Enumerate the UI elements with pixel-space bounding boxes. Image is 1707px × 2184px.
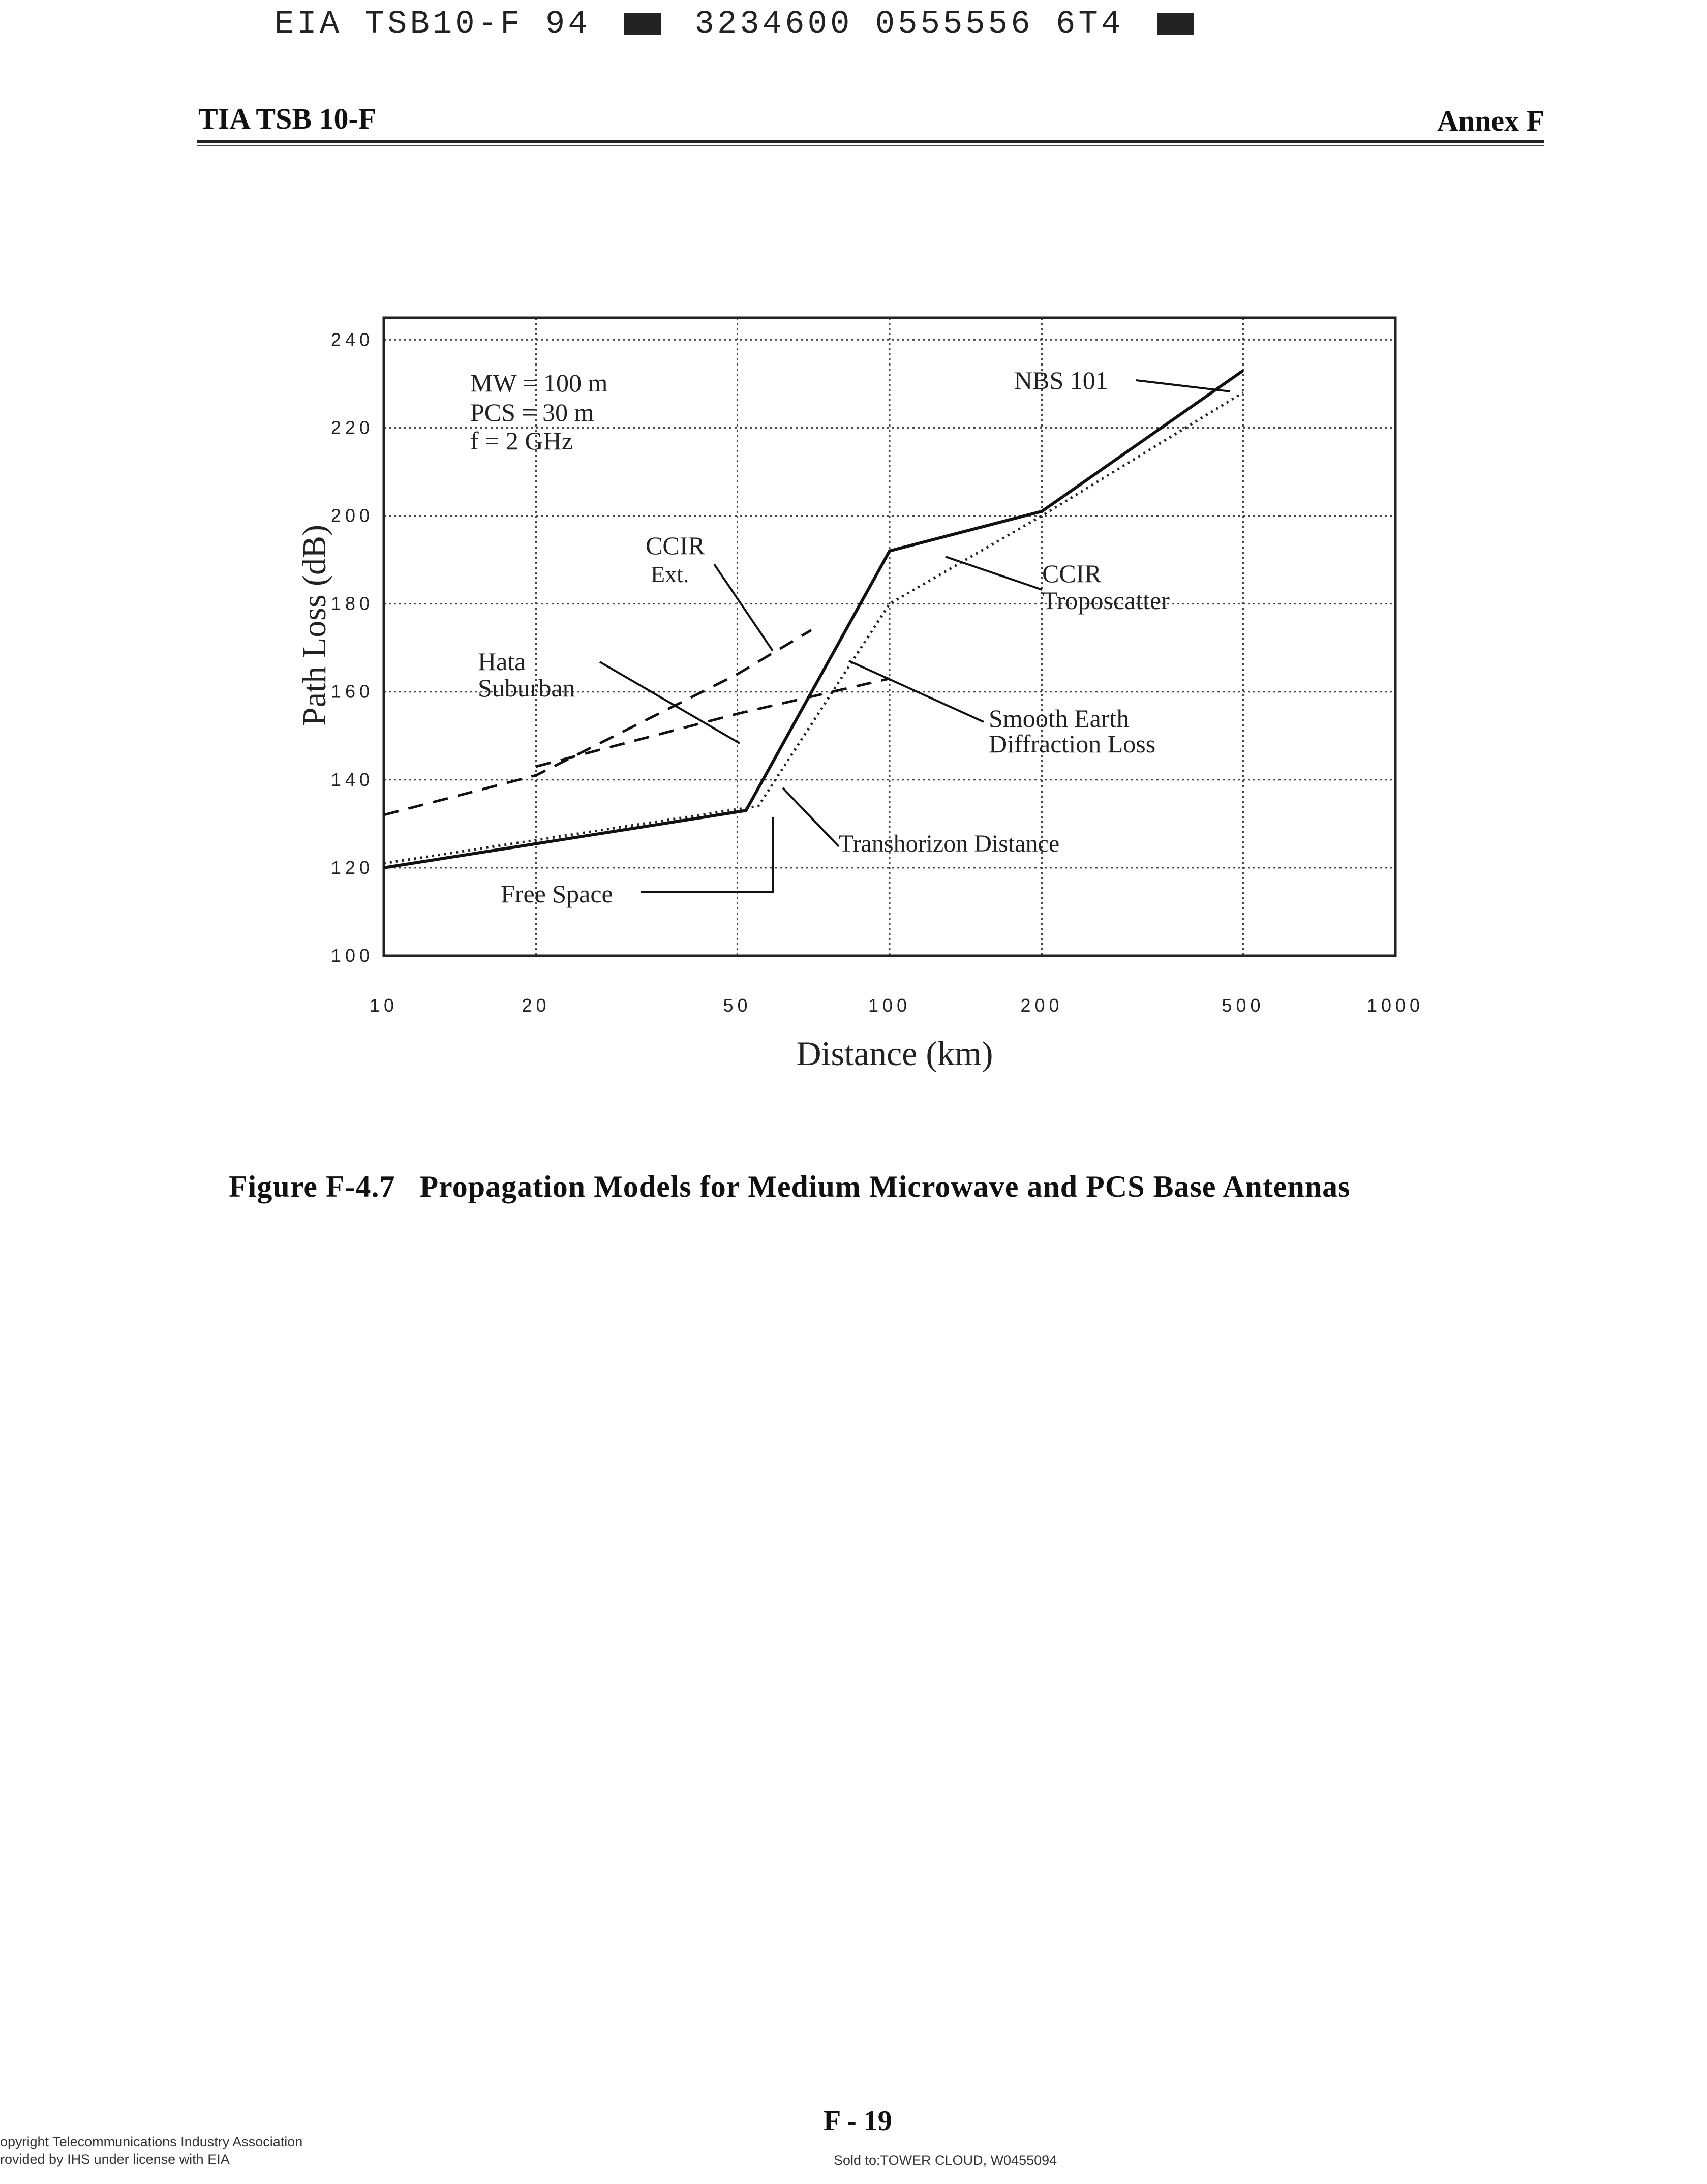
series-line-hata-suburban bbox=[384, 630, 811, 815]
label-hata-1: Hata bbox=[478, 647, 526, 676]
label-free-space: Free Space bbox=[501, 879, 613, 908]
label-smooth-earth-2: Diffraction Loss bbox=[989, 730, 1156, 758]
figure-title: Propagation Models for Medium Microwave and PCS Base Antennas bbox=[419, 1170, 1351, 1203]
param-pcs: PCS = 30 m bbox=[470, 398, 594, 427]
x-axis-title: Distance (km) bbox=[796, 1034, 993, 1073]
y-axis-title: Path Loss (dB) bbox=[296, 525, 333, 726]
y-tick-label: 160 bbox=[330, 681, 374, 702]
y-tick-label: 100 bbox=[330, 945, 374, 966]
barcode-number: 3234600 0555556 6T4 bbox=[694, 6, 1124, 43]
label-transhorizon: Transhorizon Distance bbox=[839, 830, 1060, 857]
series-line-smooth-earth-diffraction-loss bbox=[384, 392, 1243, 863]
param-mw: MW = 100 m bbox=[470, 369, 608, 397]
x-tick-label: 1000 bbox=[1366, 995, 1424, 1016]
y-tick-label: 200 bbox=[330, 505, 374, 526]
y-tick-label: 220 bbox=[330, 417, 374, 438]
label-nbs-101: NBS 101 bbox=[1014, 366, 1108, 395]
leader-ccir-ext bbox=[714, 564, 773, 651]
label-ccir-tropo-2: Troposcatter bbox=[1042, 586, 1170, 615]
footer-line-1: opyright Telecommunications Industry Association bbox=[0, 2134, 303, 2149]
label-smooth-earth-1: Smooth Earth bbox=[989, 704, 1130, 733]
label-ccir-ext-2: Ext. bbox=[651, 561, 689, 587]
x-tick-label: 50 bbox=[723, 995, 752, 1016]
y-tick-label: 120 bbox=[330, 857, 374, 878]
y-tick-label: 180 bbox=[330, 593, 374, 614]
leader-ccir-troposcatter bbox=[946, 557, 1042, 590]
leader-free-space bbox=[641, 817, 773, 892]
leader-transhorizon bbox=[783, 788, 839, 846]
annotation-leaders bbox=[600, 380, 1230, 892]
param-freq: f = 2 GHz bbox=[470, 427, 573, 455]
label-ccir-ext-1: CCIR bbox=[646, 531, 705, 560]
label-hata-2: Suburban bbox=[478, 674, 575, 702]
y-tick-label: 240 bbox=[330, 329, 374, 350]
x-tick-label: 500 bbox=[1222, 995, 1265, 1016]
y-tick-label: 140 bbox=[330, 769, 374, 790]
footer-copyright bbox=[0, 2133, 302, 2168]
footer-sold-to: Sold to:TOWER CLOUD, W0455094 bbox=[834, 2152, 1057, 2168]
x-tick-label: 100 bbox=[868, 995, 911, 1016]
footer-line-2: rovided by IHS under license with EIA bbox=[0, 2151, 230, 2167]
x-tick-label: 20 bbox=[522, 995, 551, 1016]
figure-caption bbox=[229, 1169, 1351, 1204]
x-tick-label: 10 bbox=[369, 995, 399, 1016]
figure-label: Figure F-4.7 bbox=[229, 1170, 395, 1203]
leader-nbs-101 bbox=[1136, 380, 1230, 391]
page-number: F - 19 bbox=[824, 2105, 892, 2137]
document-id: TIA TSB 10-F bbox=[198, 102, 377, 135]
x-tick-label: 200 bbox=[1020, 995, 1063, 1016]
label-ccir-tropo-1: CCIR bbox=[1042, 559, 1102, 588]
barcode-text: EIA TSB10-F 94 bbox=[275, 6, 591, 43]
annex-label: Annex F bbox=[1437, 104, 1544, 137]
